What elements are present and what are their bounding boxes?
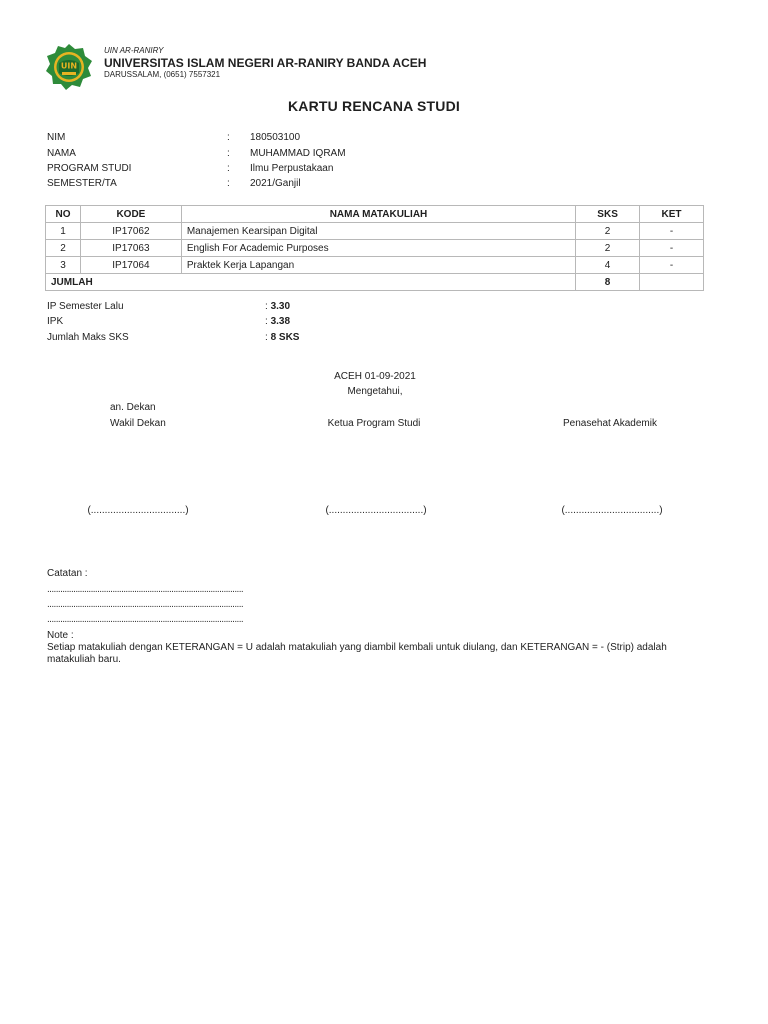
cell-sks: 2 <box>576 223 640 240</box>
total-label: JUMLAH <box>46 274 576 291</box>
total-sks: 8 <box>576 274 640 291</box>
summary-row-ip-semester <box>47 301 447 316</box>
cell-sks: 2 <box>576 240 640 257</box>
info-value: Ilmu Perpustakaan <box>250 163 334 174</box>
note-text: Setiap matakuliah dengan KETERANGAN = U adalah matakuliah yang diambil kembali untuk diulang, dan KETERANGAN = - (Strip) adalah matakuliah baru. <box>47 642 667 665</box>
summary-row-max-sks <box>47 332 447 347</box>
info-row-program-studi <box>47 163 447 178</box>
info-colon: : <box>227 163 230 174</box>
info-label: NIM <box>47 132 66 143</box>
summary-label: IPK <box>47 316 64 327</box>
summary-value-wrap <box>265 316 290 327</box>
summary-colon: : <box>265 301 268 312</box>
info-colon: : <box>227 132 230 143</box>
table-row <box>46 240 704 257</box>
table-header-row <box>46 206 704 223</box>
catatan-line: .......................................................................................... <box>47 614 244 625</box>
summary-value: 8 SKS <box>270 332 300 343</box>
info-value: 180503100 <box>250 132 301 143</box>
acknowledged-label: Mengetahui, <box>347 386 403 397</box>
catatan-line: .......................................................................................... <box>47 599 244 610</box>
info-row-semester <box>47 178 447 193</box>
info-colon: : <box>227 148 230 159</box>
institution-address: DARUSSALAM, (0651) 7557321 <box>104 70 221 79</box>
info-colon: : <box>227 178 230 189</box>
header-sks: SKS <box>576 206 640 223</box>
cell-no: 3 <box>46 257 81 274</box>
header-no: NO <box>46 206 81 223</box>
header-kode: KODE <box>80 206 181 223</box>
university-logo <box>45 43 93 91</box>
info-value: 2021/Ganjil <box>250 178 301 189</box>
wakil-dekan-label: Wakil Dekan <box>110 418 166 429</box>
summary-row-ipk <box>47 316 447 331</box>
ketua-prodi-label: Ketua Program Studi <box>327 418 421 429</box>
info-value: MUHAMMAD IQRAM <box>250 148 346 159</box>
summary-colon: : <box>265 332 268 343</box>
cell-no: 1 <box>46 223 81 240</box>
institution-short-name: UIN AR-RANIRY <box>104 46 164 55</box>
info-label: NAMA <box>47 148 76 159</box>
header-ket: KET <box>640 206 704 223</box>
table-total-row <box>46 274 704 291</box>
document-title: KARTU RENCANA STUDI <box>287 98 461 114</box>
cell-kode: IP17064 <box>80 257 181 274</box>
cell-sks: 4 <box>576 257 640 274</box>
info-row-nama <box>47 148 447 163</box>
summary-label: Jumlah Maks SKS <box>47 332 129 343</box>
cell-ket: - <box>640 223 704 240</box>
signature-line-penasehat: (..................................) <box>561 505 663 516</box>
summary-colon: : <box>265 316 268 327</box>
info-row-nim <box>47 132 447 147</box>
info-label: SEMESTER/TA <box>47 178 117 189</box>
institution-name: UNIVERSITAS ISLAM NEGERI AR-RANIRY BANDA ACEH <box>104 56 427 70</box>
summary-label: IP Semester Lalu <box>47 301 124 312</box>
logo-emblem-icon <box>45 43 93 91</box>
catatan-line: .......................................................................................... <box>47 584 244 595</box>
signature-line-ketua-prodi: (..................................) <box>325 505 427 516</box>
summary-value: 3.30 <box>270 301 291 312</box>
signature-line-wakil-dekan: (..................................) <box>87 505 189 516</box>
header-nama-matakuliah: NAMA MATAKULIAH <box>181 206 575 223</box>
summary-value: 3.38 <box>270 316 291 327</box>
an-dekan-label: an. Dekan <box>110 402 156 413</box>
cell-no: 2 <box>46 240 81 257</box>
penasehat-label: Penasehat Akademik <box>563 418 657 429</box>
table-row <box>46 223 704 240</box>
info-label: PROGRAM STUDI <box>47 163 132 174</box>
cell-ket: - <box>640 240 704 257</box>
total-ket-empty <box>640 274 704 291</box>
summary-value-wrap <box>265 332 299 343</box>
note-label: Note : <box>47 630 74 641</box>
course-table <box>45 205 704 291</box>
cell-kode: IP17063 <box>80 240 181 257</box>
cell-nama: Praktek Kerja Lapangan <box>181 257 575 274</box>
summary-value-wrap <box>265 301 290 312</box>
cell-nama: English For Academic Purposes <box>181 240 575 257</box>
table-row <box>46 257 704 274</box>
catatan-label: Catatan : <box>47 568 88 579</box>
cell-ket: - <box>640 257 704 274</box>
logo-text: UIN <box>60 61 78 71</box>
place-date: ACEH 01-09-2021 <box>334 371 416 382</box>
cell-kode: IP17062 <box>80 223 181 240</box>
cell-nama: Manajemen Kearsipan Digital <box>181 223 575 240</box>
